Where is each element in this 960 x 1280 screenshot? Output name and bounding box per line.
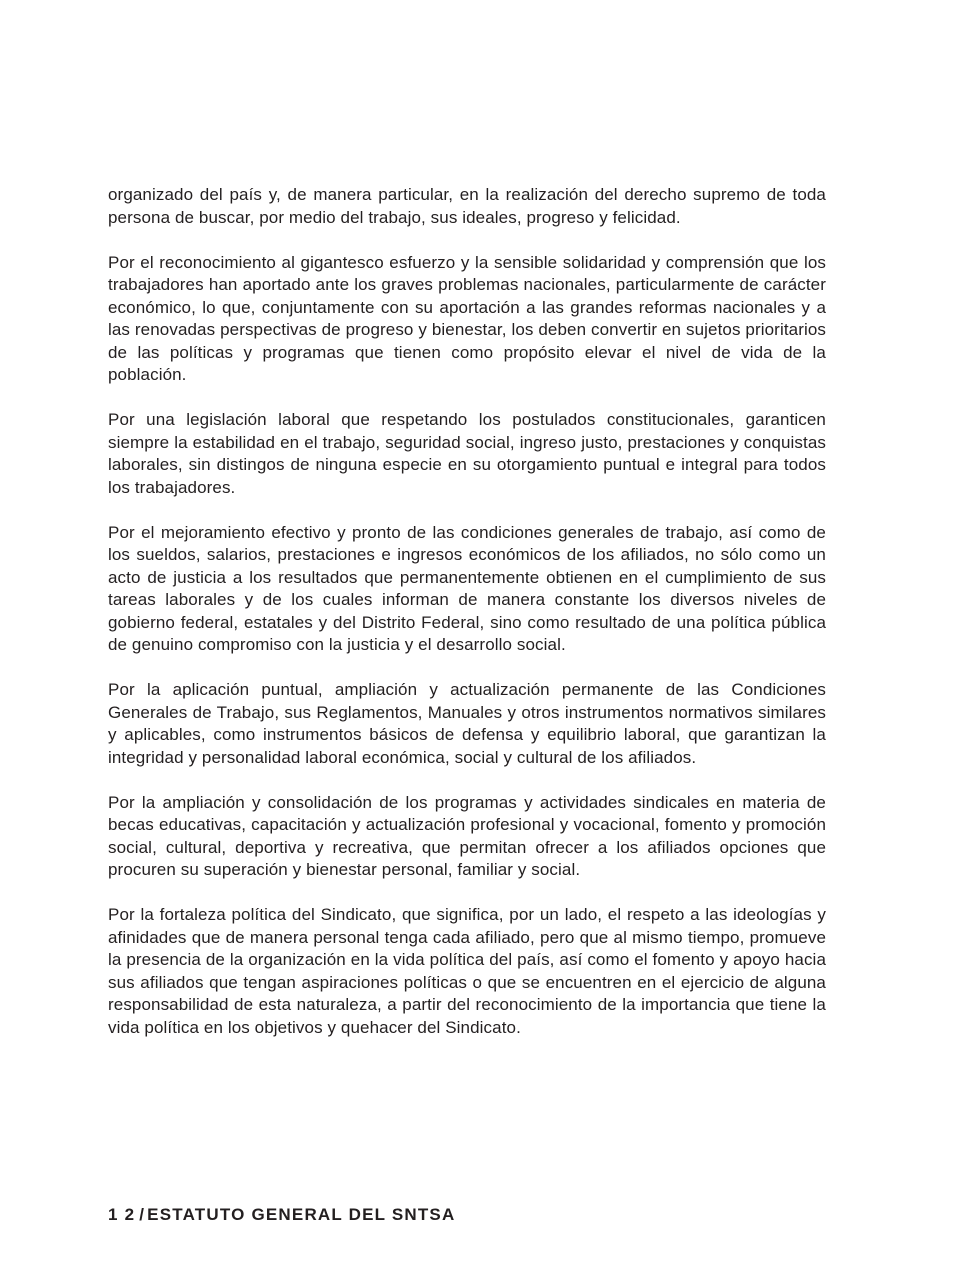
page-footer [108,1205,455,1225]
paragraph: Por una legislación laboral que respetando los postulados constitucionales, garanticen siempre la estabilidad en el trabajo, seguridad social, ingreso justo, prestaciones y conquistas laborales, sin distingos de ninguna especie en su otorgamiento puntual e integral para todos los trabajadores. [108,410,826,497]
paragraph: Por el mejoramiento efectivo y pronto de las condiciones generales de trabajo, así como de los sueldos, salarios, prestaciones e ingresos económicos de los afiliados, no sólo como un acto de justicia a los resultados que permanentemente obtienen en el cumplimiento de sus tareas laborales y de los cuales informan de manera constante los diversos niveles de gobierno federal, estatales y del Distrito Federal, sino como resultado de una política pública de genuino compromiso con la justicia y el desarrollo social. [108,522,826,654]
paragraph: Por la fortaleza política del Sindicato, que significa, por un lado, el respeto a las ideologías y afinidades que de manera personal tenga cada afiliado, pero que al mismo tiempo, promueve la presencia de la organización en la vida política del país, así como el fomento y apoyo hacia sus afiliados que tengan aspiraciones políticas o que se encuentren en el ejercicio de alguna responsabilidad de esta naturaleza, a partir del reconocimiento de la importancia que tiene la vida política en los objetivos y quehacer del Sindicato. [108,905,826,1037]
body-text [108,184,826,1039]
page-number: 1 2 [108,1205,136,1224]
paragraph: Por la aplicación puntual, ampliación y actualización permanente de las Condiciones Generales de Trabajo, sus Reglamentos, Manuales y otros instrumentos normativos similares y aplicables, como instrumentos básicos de defensa y equilibrio laboral, que garantizan la integridad y personalidad laboral económica, social y cultural de los afiliados. [108,680,826,767]
paragraph: organizado del país y, de manera particular, en la realización del derecho supremo de toda persona de buscar, por medio del trabajo, sus ideales, progreso y felicidad. [108,185,826,227]
paragraph: Por la ampliación y consolidación de los programas y actividades sindicales en materia de becas educativas, capacitación y actualización profesional y vocacional, fomento y promoción social, cultural, deportiva y recreativa, que permitan ofrecer a los afiliados opciones que procuren su superación y bienestar personal, familiar y social. [108,792,826,879]
footer-separator: / [139,1205,146,1224]
document-title: ESTATUTO GENERAL DEL SNTSA [147,1205,456,1224]
paragraph: Por el reconocimiento al gigantesco esfuerzo y la sensible solidaridad y comprensión que los trabajadores han aportado ante los graves problemas nacionales, particularmente de carácter económico, lo que, conjuntamente con su aportación a las grandes reformas nacionales y a las renovadas perspectivas de progreso y bienestar, los deben convertir en sujetos prioritarios de las políticas y programas que tienen como propósito elevar el nivel de vida de la población. [108,252,826,384]
